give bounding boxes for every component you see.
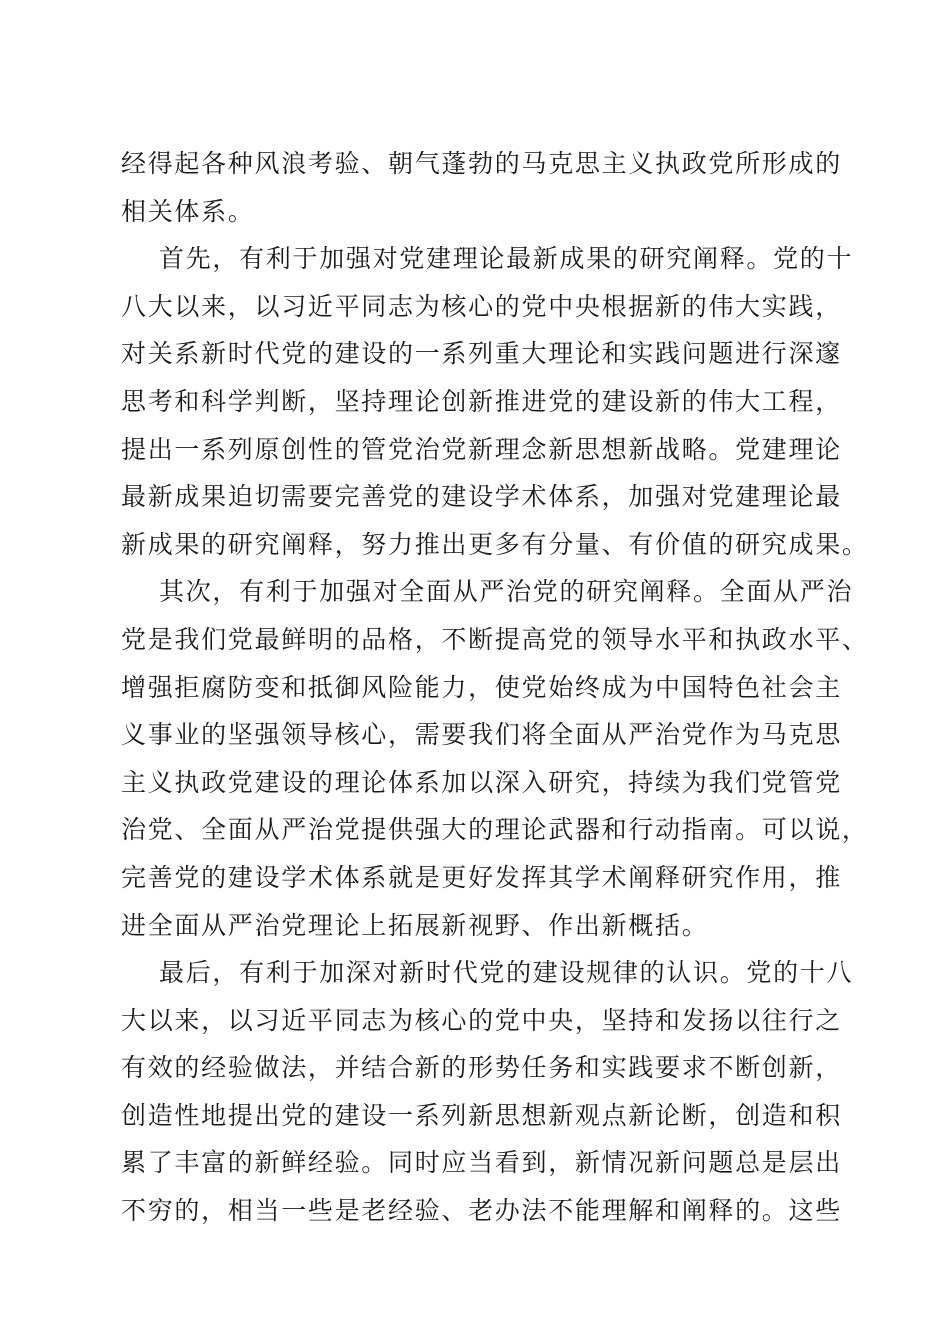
text-line: 相关体系。 [121, 196, 255, 226]
text-line: 思考和科学判断，坚持理论创新推进党的建设新的伟大工程， [121, 386, 842, 416]
text-line: 大以来，以习近平同志为核心的党中央，坚持和发扬以往行之 [121, 1005, 842, 1035]
paragraph-first-line: 最后，有利于加深对新时代党的建设规律的认识。党的十八 [159, 958, 854, 988]
text-line: 有效的经验做法，并结合新的形势任务和实践要求不断创新， [121, 1053, 842, 1083]
text-line: 党是我们党最鲜明的品格，不断提高党的领导水平和执政水平、 [121, 624, 869, 654]
paragraph-first-line: 其次，有利于加强对全面从严治党的研究阐释。全面从严治 [159, 577, 854, 607]
text-line: 义事业的坚强领导核心，需要我们将全面从严治党作为马克思 [121, 720, 842, 750]
text-line: 不穷的，相当一些是老经验、老办法不能理解和阐释的。这些 [121, 1196, 842, 1226]
text-line: 增强拒腐防变和抵御风险能力，使党始终成为中国特色社会主 [121, 672, 842, 702]
text-line: 治党、全面从严治党提供强大的理论武器和行动指南。可以说， [121, 815, 869, 845]
text-line: 提出一系列原创性的管党治党新理念新思想新战略。党建理论 [121, 434, 842, 464]
text-line: 最新成果迫切需要完善党的建设学术体系，加强对党建理论最 [121, 482, 842, 512]
text-line: 进全面从严治党理论上拓展新视野、作出新概括。 [121, 910, 709, 940]
text-line: 对关系新时代党的建设的一系列重大理论和实践问题进行深邃 [121, 339, 842, 369]
paragraph-first-line: 首先，有利于加强对党建理论最新成果的研究阐释。党的十 [159, 244, 854, 274]
text-line: 完善党的建设学术体系就是更好发挥其学术阐释研究作用，推 [121, 862, 842, 892]
text-line: 八大以来，以习近平同志为核心的党中央根据新的伟大实践， [121, 291, 842, 321]
text-line: 经得起各种风浪考验、朝气蓬勃的马克思主义执政党所形成的 [121, 149, 842, 178]
body-text [121, 140, 869, 1235]
text-line: 创造性地提出党的建设一系列新思想新观点新论断，创造和积 [121, 1100, 842, 1130]
text-line: 累了丰富的新鲜经验。同时应当看到，新情况新问题总是层出 [121, 1148, 842, 1178]
text-line: 主义执政党建设的理论体系加以深入研究，持续为我们党管党 [121, 767, 842, 797]
text-line: 新成果的研究阐释，努力推出更多有分量、有价值的研究成果。 [121, 529, 869, 559]
